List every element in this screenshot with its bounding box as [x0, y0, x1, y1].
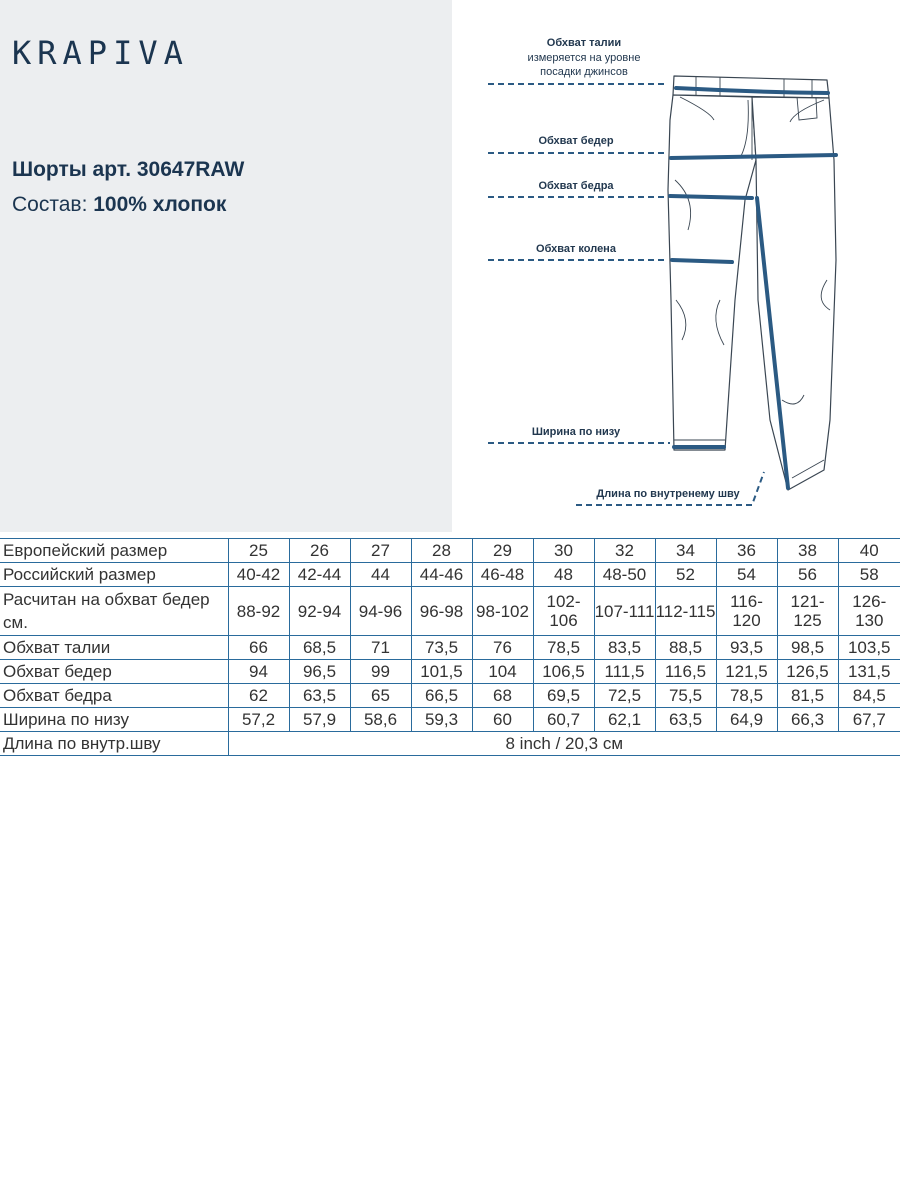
size-cell: 66,3: [777, 708, 838, 732]
size-cell: 126,5: [777, 660, 838, 684]
composition-value: 100% хлопок: [93, 193, 227, 216]
size-cell: 66,5: [411, 684, 472, 708]
size-cell: 112-115: [655, 587, 716, 636]
size-cell: 30: [533, 539, 594, 563]
size-cell: 106,5: [533, 660, 594, 684]
size-cell: 68: [472, 684, 533, 708]
size-cell: 26: [289, 539, 350, 563]
size-cell: 75,5: [655, 684, 716, 708]
size-cell: 38: [777, 539, 838, 563]
size-cell: 44: [350, 563, 411, 587]
size-cell: 59,3: [411, 708, 472, 732]
size-cell: 78,5: [533, 636, 594, 660]
thigh-measure-line: [670, 196, 752, 198]
size-cell: 56: [777, 563, 838, 587]
size-cell: 76: [472, 636, 533, 660]
table-row-hips-fit: [0, 587, 900, 636]
size-cell: 64,9: [716, 708, 777, 732]
table-row-thigh: [0, 684, 900, 708]
size-cell: 71: [350, 636, 411, 660]
knee-measure-line: [672, 260, 732, 262]
size-cell: 44-46: [411, 563, 472, 587]
size-cell: 72,5: [594, 684, 655, 708]
size-cell: 27: [350, 539, 411, 563]
row-label: Ширина по низу: [0, 708, 228, 732]
size-cell: 98-102: [472, 587, 533, 636]
size-cell: 32: [594, 539, 655, 563]
waist-note-line1: измеряется на уровне: [527, 52, 641, 64]
size-cell: 107-111: [594, 587, 655, 636]
size-cell: 57,2: [228, 708, 289, 732]
size-cell: 48-50: [594, 563, 655, 587]
size-cell: 57,9: [289, 708, 350, 732]
size-cell: 131,5: [838, 660, 900, 684]
table-row-hem: [0, 708, 900, 732]
size-cell: 29: [472, 539, 533, 563]
knee-label: Обхват колена: [536, 243, 616, 255]
row-label: Расчитан на обхват бедер см.: [0, 587, 228, 636]
size-cell: 84,5: [838, 684, 900, 708]
size-cell: 54: [716, 563, 777, 587]
size-cell: 34: [655, 539, 716, 563]
size-cell: 92-94: [289, 587, 350, 636]
size-cell: 88-92: [228, 587, 289, 636]
size-cell: 88,5: [655, 636, 716, 660]
hem-label: Ширина по низу: [531, 426, 621, 438]
size-cell: 111,5: [594, 660, 655, 684]
size-cell: 104: [472, 660, 533, 684]
size-cell: 101,5: [411, 660, 472, 684]
size-cell: 102-106: [533, 587, 594, 636]
table-row-ru-size: [0, 563, 900, 587]
size-cell: 116,5: [655, 660, 716, 684]
size-cell: 46-48: [472, 563, 533, 587]
size-cell: 68,5: [289, 636, 350, 660]
row-label: Обхват талии: [0, 636, 228, 660]
size-cell: 65: [350, 684, 411, 708]
thigh-label: Обхват бедра: [538, 180, 614, 192]
size-cell: 60,7: [533, 708, 594, 732]
size-cell: 63,5: [655, 708, 716, 732]
size-chart-table: [0, 538, 900, 756]
size-cell: 94-96: [350, 587, 411, 636]
size-cell: 116-120: [716, 587, 777, 636]
size-cell: 99: [350, 660, 411, 684]
size-cell: 62,1: [594, 708, 655, 732]
row-label: Обхват бедра: [0, 684, 228, 708]
table-row-waist: [0, 636, 900, 660]
size-cell: 36: [716, 539, 777, 563]
size-cell: 73,5: [411, 636, 472, 660]
size-cell: 52: [655, 563, 716, 587]
row-label: Обхват бедер: [0, 660, 228, 684]
size-cell: 103,5: [838, 636, 900, 660]
size-cell: 93,5: [716, 636, 777, 660]
size-cell: 28: [411, 539, 472, 563]
size-cell: 94: [228, 660, 289, 684]
waist-note-line2: посадки джинсов: [540, 66, 628, 78]
product-title: Шорты арт. 30647RAW: [12, 158, 245, 181]
size-cell: 69,5: [533, 684, 594, 708]
size-cell: 48: [533, 563, 594, 587]
composition-label: Состав:: [12, 193, 88, 216]
size-cell: 25: [228, 539, 289, 563]
brand-logo: KRAPIVA: [12, 34, 189, 72]
size-cell: 121-125: [777, 587, 838, 636]
size-cell: 60: [472, 708, 533, 732]
size-cell: 78,5: [716, 684, 777, 708]
row-label: Европейский размер: [0, 539, 228, 563]
table-row-inseam: [0, 732, 900, 756]
measurement-diagram: [452, 0, 900, 532]
size-cell: 81,5: [777, 684, 838, 708]
inseam-label: Длина по внутренему шву: [596, 488, 740, 500]
table-row-eu-size: [0, 539, 900, 563]
size-cell: 66: [228, 636, 289, 660]
table-row-hips: [0, 660, 900, 684]
row-label: Российский размер: [0, 563, 228, 587]
size-cell: 98,5: [777, 636, 838, 660]
size-cell: 67,7: [838, 708, 900, 732]
size-cell: 62: [228, 684, 289, 708]
product-info-panel: [0, 0, 452, 532]
inseam-value: 8 inch / 20,3 см: [228, 732, 900, 756]
left-leg-shape: [668, 95, 756, 450]
size-cell: 96-98: [411, 587, 472, 636]
product-composition: [12, 193, 226, 217]
row-label: Длина по внутр.шву: [0, 732, 228, 756]
hips-label: Обхват бедер: [538, 135, 614, 147]
size-cell: 58: [838, 563, 900, 587]
size-cell: 63,5: [289, 684, 350, 708]
size-cell: 40: [838, 539, 900, 563]
size-cell: 83,5: [594, 636, 655, 660]
size-cell: 96,5: [289, 660, 350, 684]
size-cell: 121,5: [716, 660, 777, 684]
size-cell: 126-130: [838, 587, 900, 636]
size-cell: 40-42: [228, 563, 289, 587]
waist-title-label: Обхват талии: [546, 37, 622, 49]
size-cell: 58,6: [350, 708, 411, 732]
size-cell: 42-44: [289, 563, 350, 587]
